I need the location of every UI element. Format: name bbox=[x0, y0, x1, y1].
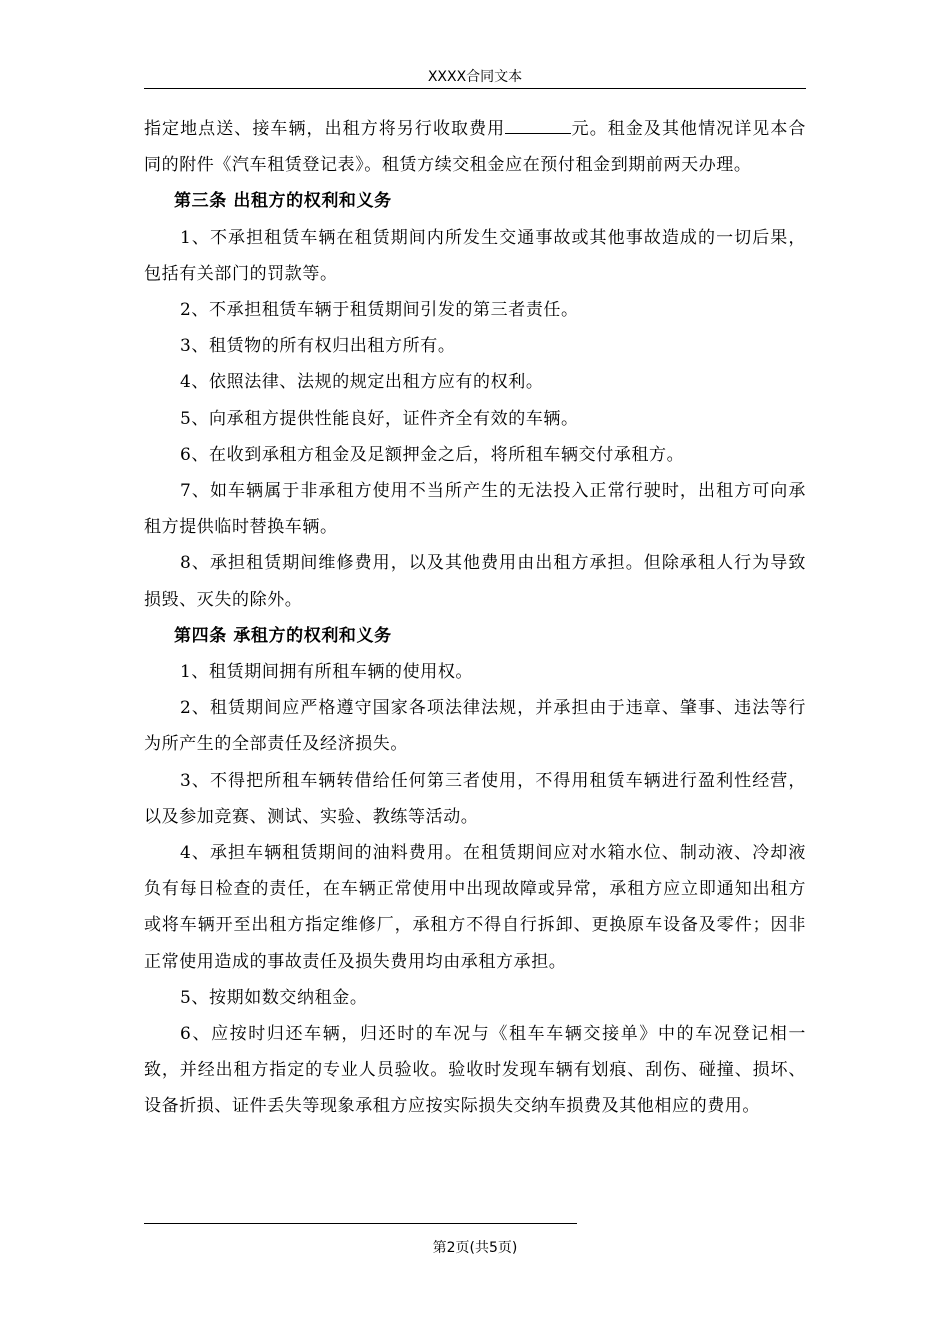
article-4-item-1: 1、租赁期间拥有所租车辆的使用权。 bbox=[180, 662, 474, 683]
continued-text-start: 指定地点送、接车辆，出租方将另行收取费用 bbox=[144, 119, 506, 139]
article-4-item-5: 5、按期如数交纳租金。 bbox=[180, 987, 368, 1008]
continued-text-end: 元。租金及其他情况详见本合同的附件《汽车租赁登记表》。租赁方续交租金应在预付租金到期前两天办理。 bbox=[144, 119, 807, 176]
article-3-item-6: 6、在收到承租方租金及足额押金之后，将所租车辆交付承租方。 bbox=[180, 444, 685, 465]
page-number: 第2页(共5页) bbox=[432, 1240, 518, 1256]
article-3-item-5: 5、向承租方提供性能良好，证件齐全有效的车辆。 bbox=[180, 408, 579, 429]
article-4-item-4: 4、承担车辆租赁期间的油料费用。在租赁期间应对水箱水位、制动液、冷却液负有每日检查的责任，在车辆正常使用中出现故障或异常，承租方应立即通知出租方或将车辆开至出租方指定维修厂，承租方不得自行拆卸、更换原车设备及零件；因非正常使用造成的事故责任及损失费用均由承租方承担。 bbox=[144, 843, 806, 972]
continued-paragraph bbox=[144, 111, 806, 183]
article-4-heading: 第四条 承租方的权利和义务 bbox=[174, 625, 392, 646]
article-3-item-4: 4、依照法律、法规的规定出租方应有的权利。 bbox=[180, 372, 544, 393]
article-3-heading: 第三条 出租方的权利和义务 bbox=[174, 191, 392, 212]
article-4-item-3: 3、不得把所租车辆转借给任何第三者使用，不得用租赁车辆进行盈利性经营，以及参加竞赛、测试、实验、教练等活动。 bbox=[144, 770, 806, 827]
article-4-item-6: 6、应按时归还车辆，归还时的车况与《租车车辆交接单》中的车况登记相一致，并经出租方指定的专业人员验收。验收时发现车辆有划痕、刮伤、碰撞、损坏、设备折损、证件丢失等现象承租方应按实际损失交纳车损费及其他相应的费用。 bbox=[144, 1024, 806, 1117]
article-3-item-8: 8、承担租赁期间维修费用，以及其他费用由出租方承担。但除承租人行为导致损毁、灭失的除外。 bbox=[144, 553, 806, 610]
footer-divider bbox=[144, 1223, 577, 1224]
article-4-item-2: 2、租赁期间应严格遵守国家各项法律法规，并承担由于违章、肇事、违法等行为所产生的全部责任及经济损失。 bbox=[144, 698, 806, 755]
header-divider bbox=[144, 88, 806, 89]
fee-blank bbox=[505, 119, 571, 134]
article-3-item-1: 1、不承担租赁车辆在租赁期间内所发生交通事故或其他事故造成的一切后果，包括有关部门的罚款等。 bbox=[144, 227, 806, 284]
article-3-item-3: 3、租赁物的所有权归出租方所有。 bbox=[180, 336, 456, 357]
document-body bbox=[144, 111, 806, 1125]
header-title: XXXX合同文本 bbox=[427, 69, 523, 85]
article-3-item-7: 7、如车辆属于非承租方使用不当所产生的无法投入正常行驶时，出租方可向承租方提供临时替换车辆。 bbox=[144, 481, 806, 538]
article-3-item-2: 2、不承担租赁车辆于租赁期间引发的第三者责任。 bbox=[180, 300, 579, 321]
